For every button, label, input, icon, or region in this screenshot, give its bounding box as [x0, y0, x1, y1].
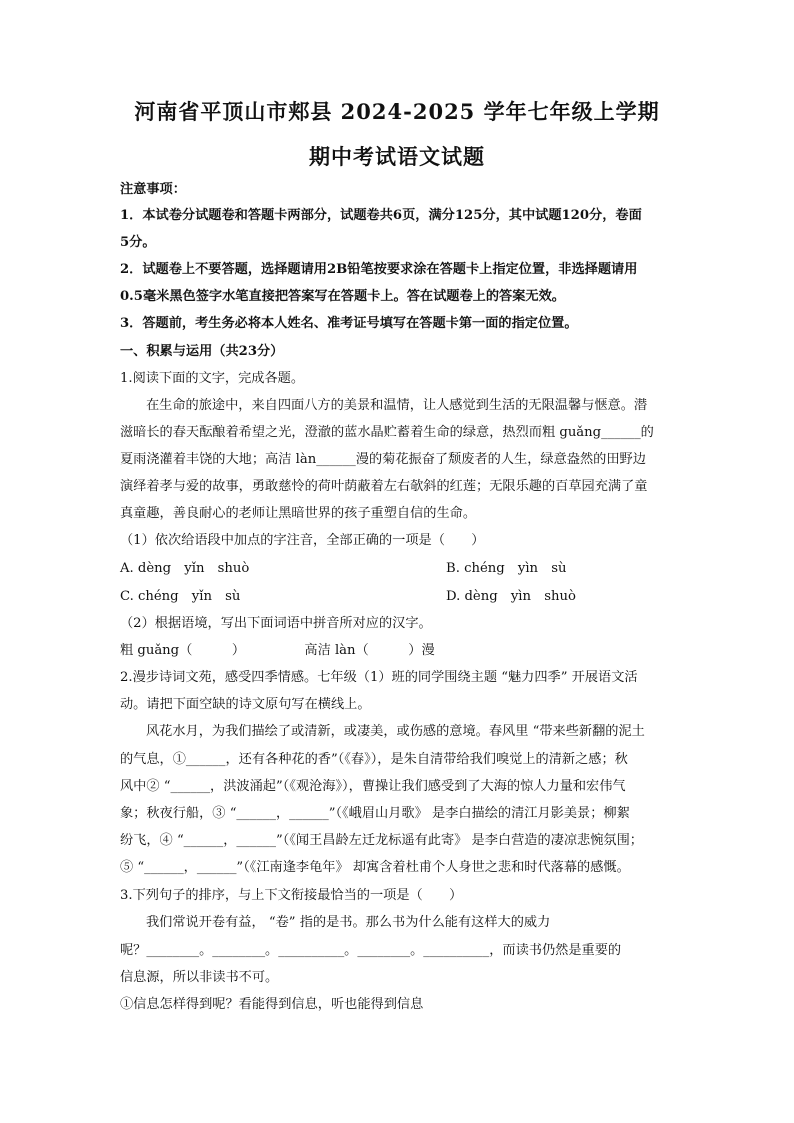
- section-heading: 一、积累与运用（共23分）: [120, 344, 284, 359]
- passage-line: 演绎着孝与爱的故事，勇敢慈怜的荷叶荫蔽着左右欹斜的红莲；无限乐趣的百草园充满了童: [120, 479, 648, 494]
- option-b: B. chéng yìn sù: [446, 561, 567, 576]
- list-item: ①信息怎样得到呢？看能得到信息，听也能得到信息: [120, 997, 424, 1012]
- option-c: C. chéng yǐn sù: [120, 589, 241, 604]
- passage-line: 风中② “______，洪波涌起”（《观沧海》），曹操让我们感受到了大海的惊人力量和宏伟气: [120, 779, 626, 794]
- notice-line: 1．本试卷分试题卷和答题卡两部分，试题卷共6页，满分125分，其中试题120分，卷面: [120, 208, 642, 223]
- passage-line: 纷飞，④ “______，______”（《闻王昌龄左迁龙标遥有此寄》 是李白营造的凄凉悲惋氛围；: [120, 833, 643, 848]
- sub-question: （2）根据语境，写出下面词语中拼音所对应的汉字。: [120, 616, 432, 631]
- question-stem: 2.漫步诗词文苑，感受四季情感。七年级（1）班的同学围绕主题 “魅力四季” 开展语文活: [120, 670, 638, 685]
- notice-line: 2．试题卷上不要答题，选择题请用2B铅笔按要求涂在答题卡上指定位置，非选择题请用: [120, 262, 638, 277]
- passage-line: 信息源，所以非读书不可。: [120, 970, 279, 985]
- answer-line: 粗 guǎng（ ） 高洁 làn（ ）漫: [120, 643, 435, 658]
- notice-heading: 注意事项：: [120, 182, 186, 197]
- passage-line: 呢？________。________。__________。________。__________，而读书仍然是重要的: [120, 943, 622, 958]
- question-stem: 动。请把下面空缺的诗文原句写在横线上。: [120, 697, 371, 712]
- option-d: D. dèng yìn shuò: [446, 589, 576, 604]
- page-title-line1: 河南省平顶山市郏县 2024-2025 学年七年级上学期: [134, 99, 660, 124]
- option-a: A. dèng yǐn shuò: [120, 561, 250, 576]
- passage-line: 真童趣，善良耐心的老师让黑暗世界的孩子重塑自信的生命。: [120, 506, 477, 521]
- question-stem: 3.下列句子的排序，与上下文衔接最恰当的一项是（ ）: [120, 888, 463, 903]
- passage-line: 夏雨浇灌着丰饶的大地；高洁 làn______漫的菊花振奋了颓废者的人生，绿意盎然的田野边: [120, 452, 646, 467]
- question-stem: 1.阅读下面的文字，完成各题。: [120, 371, 305, 386]
- passage-line: 滋暗长的春天酝酿着希望之光，澄澈的蓝水晶贮蓄着生命的绿意，热烈而粗 guǎng______的: [120, 425, 654, 440]
- page-title-line2: 期中考试语文试题: [309, 144, 485, 169]
- passage-line: ⑤ “______，______”（《江南逢李龟年》 却寓含着杜甫个人身世之悲和时代落幕的感慨。: [120, 860, 630, 875]
- passage-line: 的气息，①______，还有各种花的香”（《春》），是朱自清带给我们嗅觉上的清新之感；秋: [120, 752, 628, 767]
- sub-question: （1）依次给语段中加点的字注音，全部正确的一项是（ ）: [120, 533, 485, 548]
- passage-line: 风花水月，为我们描绘了或清新，或凄美，或伤感的意境。春风里 “带来些新翻的泥土: [146, 724, 645, 739]
- passage-line: 我们常说开卷有益， “卷” 指的是书。那么书为什么能有这样大的威力: [146, 915, 551, 930]
- passage-line: 象；秋夜行船，③ “______，______”（《峨眉山月歌》 是李白描绘的清江月影美景；柳絮: [120, 806, 630, 821]
- notice-line: 5分。: [120, 235, 156, 250]
- notice-line: 3．答题前，考生务必将本人姓名、准考证号填写在答题卡第一面的指定位置。: [120, 316, 578, 331]
- passage-line: 在生命的旅途中，来自四面八方的美景和温情，让人感觉到生活的无限温馨与惬意。潜: [146, 398, 648, 413]
- notice-line: 0.5毫米黑色签字水笔直接把答案写在答题卡上。答在试题卷上的答案无效。: [120, 289, 565, 304]
